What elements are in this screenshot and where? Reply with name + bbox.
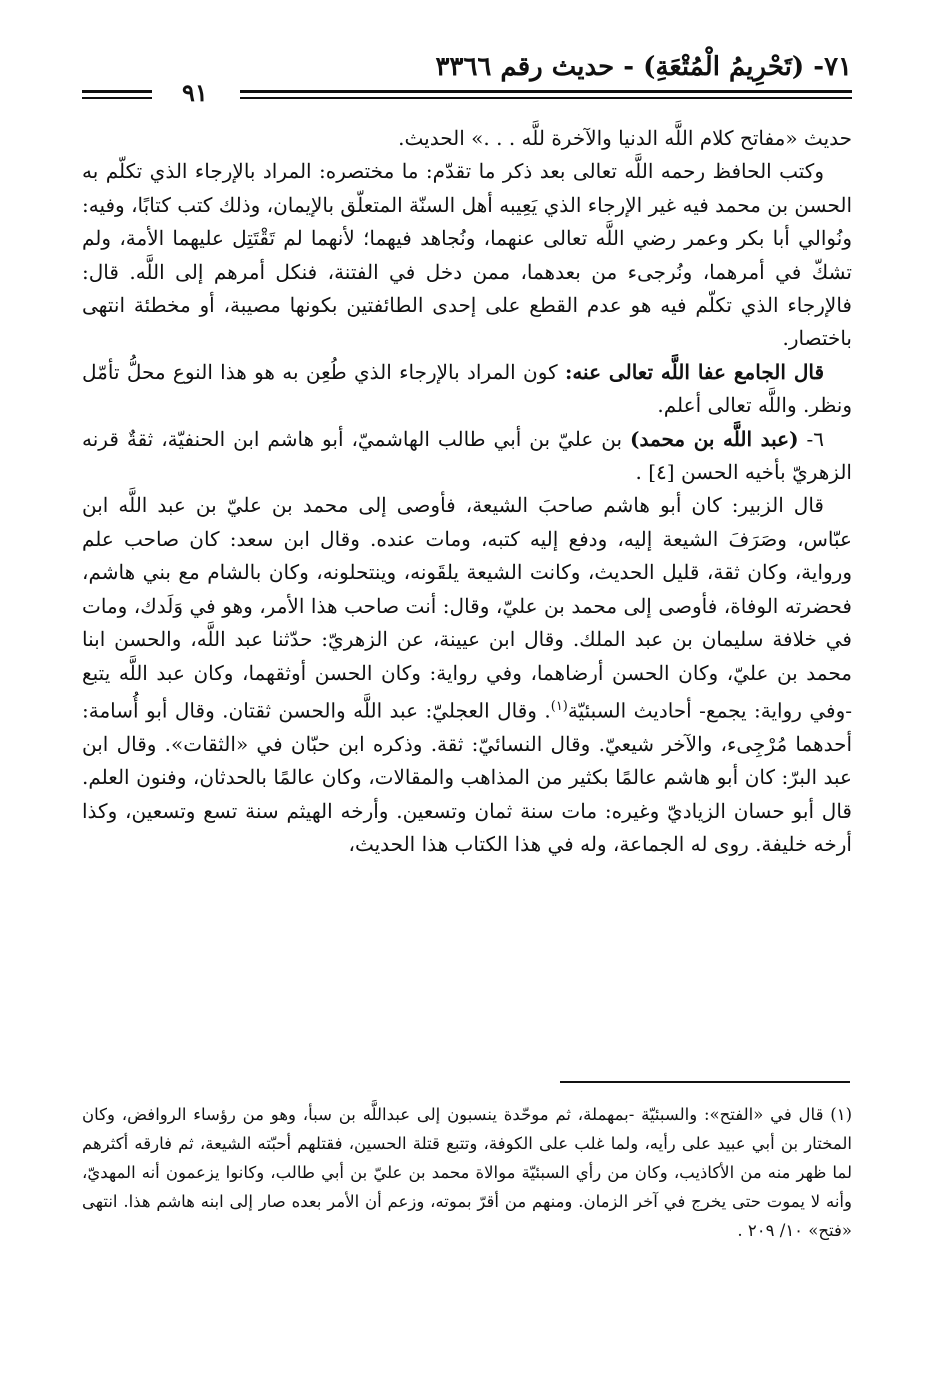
bold-heading: قال الجامع عفا اللَّه تعالى عنه:: [564, 359, 825, 384]
narrator-entry: [82, 423, 852, 490]
paragraph-text: . وقال العجليّ: عبد اللَّه والحسن ثقتان. وقال أبو أُسامة: أحدهما مُرْجِىء، والآخر شيعيّ. وقال النسائيّ: ثقة. وذكره ابن حبّان في «الثقات». وقال ابن عبد البرّ: كان أبو هاشم عالمًا بكثير من المذاهب والمقالات، وكان عالمًا بالحدثان، وفنون العلم. قال أبو حسان الزياديّ وغيره: مات سنة ثمان وتسعين. وأرخه الهيثم سنة تسع وتسعين، وكذا أرخه خليفة. روى له الجماعة، وله في هذا الكتاب هذا الحديث،: [82, 698, 852, 857]
main-text: [82, 122, 852, 862]
page-number: ٩١: [182, 78, 208, 107]
page-header: [82, 48, 852, 108]
paragraph-text: بن عليّ بن أبي طالب الهاشميّ، أبو هاشم ابن الحنفيّة، ثقةٌ قرنه الزهريّ بأخيه الحسن [٤] .: [82, 426, 852, 485]
paragraph: وكتب الحافظ رحمه اللَّه تعالى بعد ذكر ما تقدّم: ما مختصره: المراد بالإرجاء الذي تكلّم به الحسن بن محمد فيه غير الإرجاء الذي يَعِيبه أهل السنّة المتعلّق بالإيمان، وذلك كتب كتابًا، وفيه: ونُوالي أبا بكر وعمر رضي اللَّه تعالى عنهما، ونُجاهد فيهما؛ لأنهما لم تَقْتَتِل عليهما الأمة، ولم تشكّ في أمرهما، ونُرجىء من بعدهما، ممن دخل في الفتنة، فنكل أمرهم إلى اللَّه. قال: فالإرجاء الذي تكلّم فيه هو عدم القطع على إحدى الطائفتين بكونها مصيبة، أو مخطئة انتهى باختصار.: [82, 159, 852, 351]
header-rule-short: [82, 97, 152, 99]
footnote: [82, 1100, 852, 1245]
paragraph: [82, 356, 852, 423]
running-title: ٧١- (تَحْرِيمُ الْمُتْعَةِ) - حديث رقم ٣٣٦٦: [435, 52, 852, 82]
narrator-name: (عبد اللَّه بن محمد): [629, 426, 799, 451]
header-rule: [240, 90, 852, 93]
header-rule-short: [82, 90, 152, 93]
paragraph-text: قال الزبير: كان أبو هاشم صاحبَ الشيعة، فأوصى إلى محمد بن عليّ بن عبد اللَّه ابن عبّاس، وصَرَفَ الشيعة إليه، ودفع إليه كتبه، ومات عنده. وقال ابن سعد: كان صاحب علم ورواية، وكان ثقة، قليل الحديث، وكانت الشيعة يلقَونه، وينتحلونه، وكان بالشام مع بني هاشم، فحضرته الوفاة، فأوصى إلى محمد بن عليّ، وقال: أنت صاحب هذا الأمر، وهو في وَلَدك، ومات في خلافة سليمان بن عبد الملك. وقال ابن عيينة، عن الزهريّ: حدّثنا عبد اللَّه، والحسن ابنا محمد بن عليّ، وكان الحسن أرضاهما، وفي رواية: وكان الحسن أوثقهما، وكان عبد اللَّه يتبع -وفي رواية: يجمع- أحاديث السبئيّة: [82, 493, 853, 723]
paragraph: [82, 489, 852, 861]
header-rule: [240, 97, 852, 99]
footnote-text: (١) قال في «الفتح»: والسبئيّة -بمهملة، ثم موحّدة ينسبون إلى عبداللَّه بن سبأ، وهو من رؤساء الروافض، وكان المختار بن أبي عبيد على رأيه، ولما غلب على الكوفة، وتتبع قتلة الحسين، فقتلهم أحبّته الشيعة، ثم فارقه أكثرهم لما ظهر منه من الأكاذيب، وكان من رأي السبئيّة موالاة محمد بن عليّ بن أبي طالب، وكانوا يزعمون أنه المهديّ، وأنه لا يموت حتى يخرج في آخر الزمان. ومنهم من أقرّ بموته، وزعم أن الأمر بعده صار إلى ابنه هاشم هذا. انتهى «فتح» ١٠/ ٢٠٩ .: [82, 1105, 852, 1240]
paragraph: حديث «مفاتح كلام اللَّه الدنيا والآخرة للَّه . . .» الحديث.: [398, 126, 852, 150]
item-number: ٦-: [798, 426, 825, 451]
paragraph-text: كون المراد بالإرجاء الذي طُعِن به هو هذا النوع محلُّ تأمّل ونظر. واللَّه تعالى أعلم.: [82, 359, 852, 418]
footnote-reference: (١): [550, 698, 568, 714]
footnote-separator: [560, 1081, 850, 1083]
